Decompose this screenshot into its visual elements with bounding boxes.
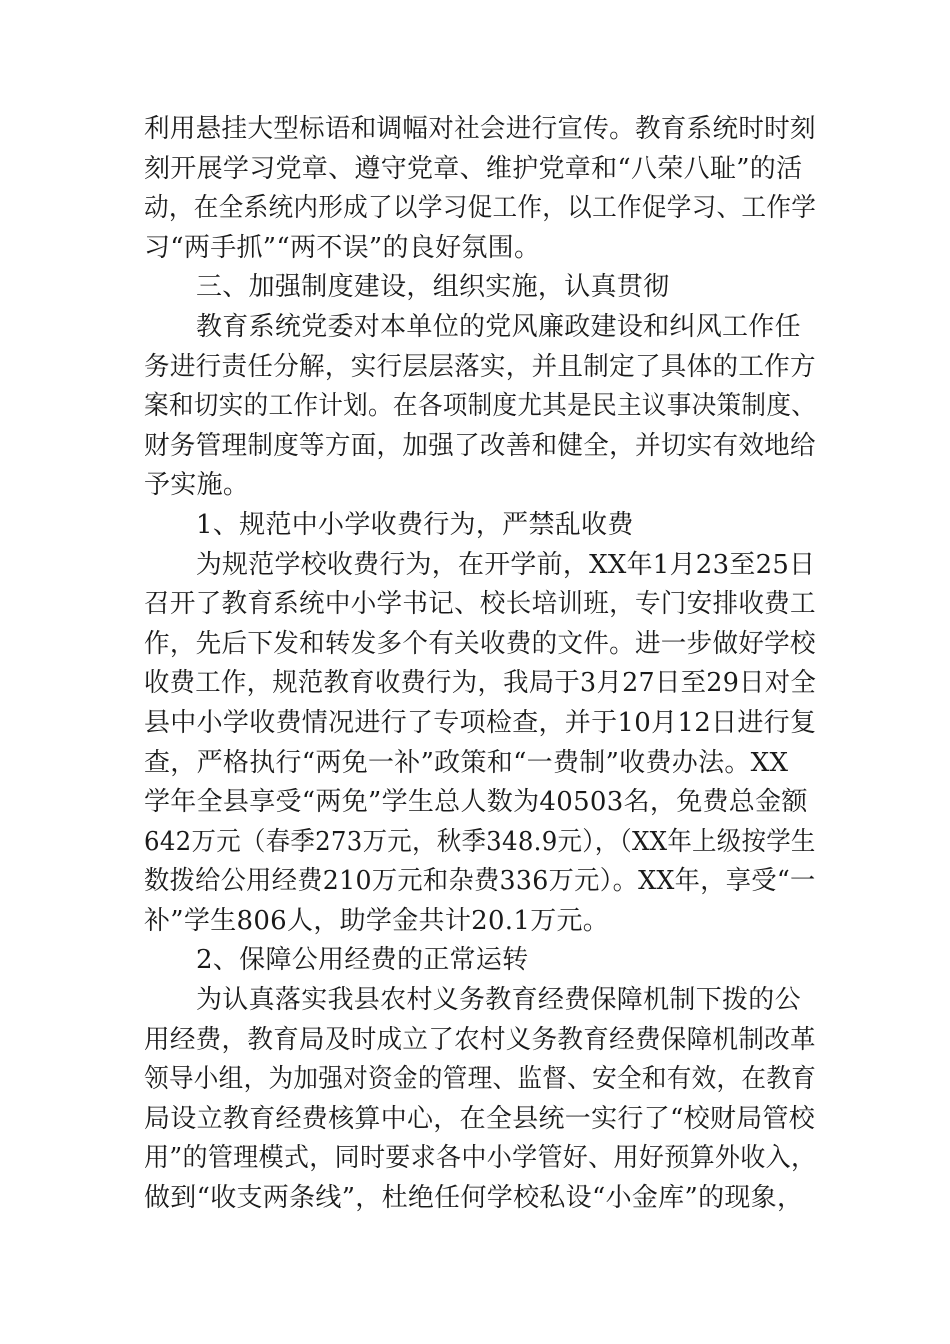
text-line: 查，严格执行“两免一补”政策和“一费制”收费办法。XX bbox=[144, 747, 789, 778]
text-line: 召开了教育系统中小学书记、校长培训班，专门安排收费工 bbox=[144, 589, 816, 620]
text-line: 局设立教育经费核算中心，在全县统一实行了“校财局管校 bbox=[144, 1103, 816, 1134]
text-line: 做到“收支两条线”，杜绝任何学校私设“小金库”的现象， bbox=[144, 1183, 804, 1214]
document-body bbox=[144, 110, 816, 1219]
text-line: 2、保障公用经费的正常运转 bbox=[196, 945, 529, 976]
text-line: 教育系统党委对本单位的党风廉政建设和纠风工作任 bbox=[196, 311, 801, 342]
text-line: 习“两手抓”“两不误”的良好氛围。 bbox=[144, 232, 541, 263]
text-line: 642万元（春季273万元，秋季348.9元），（XX年上级按学生 bbox=[144, 826, 816, 857]
text-line: 数拨给公用经费210万元和杂费336万元）。XX年，享受“一 bbox=[144, 866, 816, 897]
text-line: 收费工作，规范教育收费行为，我局于3月27日至29日对全 bbox=[144, 668, 817, 699]
text-line: 作，先后下发和转发多个有关收费的文件。进一步做好学校 bbox=[144, 628, 816, 659]
text-line: 予实施。 bbox=[144, 470, 250, 501]
text-line: 刻开展学习党章、遵守党章、维护党章和“八荣八耻”的活 bbox=[144, 153, 803, 184]
text-line: 财务管理制度等方面，加强了改善和健全，并切实有效地给 bbox=[144, 430, 816, 461]
text-line: 领导小组，为加强对资金的管理、监督、安全和有效，在教育 bbox=[144, 1064, 817, 1095]
text-line: 为认真落实我县农村义务教育经费保障机制下拨的公 bbox=[196, 985, 801, 1016]
text-line: 补”学生806人，助学金共计20.1万元。 bbox=[144, 905, 610, 936]
text-line: 县中小学收费情况进行了专项检查，并于10月12日进行复 bbox=[144, 707, 817, 738]
text-line: 用经费，教育局及时成立了农村义务教育经费保障机制改革 bbox=[144, 1024, 816, 1055]
text-line: 学年全县享受“两免”学生总人数为40503名，免费总金额 bbox=[144, 787, 808, 818]
text-line: 为规范学校收费行为，在开学前，XX年1月23至25日 bbox=[195, 549, 816, 580]
text-line: 三、加强制度建设，组织实施，认真贯彻 bbox=[196, 272, 670, 303]
text-line: 务进行责任分解，实行层层落实，并且制定了具体的工作方 bbox=[144, 351, 816, 382]
text-line: 1、规范中小学收费行为，严禁乱收费 bbox=[196, 509, 634, 540]
text-line: 利用悬挂大型标语和调幅对社会进行宣传。教育系统时时刻 bbox=[144, 114, 816, 144]
text-line: 用”的管理模式，同时要求各中小学管好、用好预算外收入， bbox=[144, 1143, 817, 1174]
text-line: 案和切实的工作计划。在各项制度尤其是民主议事决策制度、 bbox=[144, 391, 817, 422]
text-line: 动，在全系统内形成了以学习促工作，以工作促学习、工作学 bbox=[144, 193, 817, 224]
